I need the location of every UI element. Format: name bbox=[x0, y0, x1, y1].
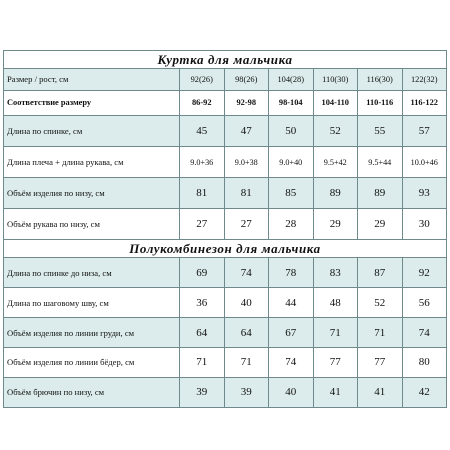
cell-value: 83 bbox=[313, 258, 358, 288]
row-label: Длина плеча + длина рукава, см bbox=[4, 147, 180, 178]
cell-value: 71 bbox=[224, 348, 269, 378]
cell-value: 77 bbox=[358, 348, 403, 378]
row-label: Длина по спинке до низа, см bbox=[4, 258, 180, 288]
cell-value: 85 bbox=[269, 178, 314, 209]
cell-value: 52 bbox=[313, 116, 358, 147]
match-value: 86-92 bbox=[180, 90, 225, 116]
cell-value: 27 bbox=[180, 209, 225, 240]
cell-value: 71 bbox=[313, 318, 358, 348]
cell-value: 77 bbox=[313, 348, 358, 378]
cell-value: 41 bbox=[313, 377, 358, 407]
cell-value: 9.5+44 bbox=[358, 147, 403, 178]
cell-value: 71 bbox=[180, 348, 225, 378]
size-header: 122(32) bbox=[402, 69, 447, 90]
match-value: 116-122 bbox=[402, 90, 447, 116]
size-header: 110(30) bbox=[313, 69, 358, 90]
cell-value: 9.0+38 bbox=[224, 147, 269, 178]
header-label: Размер / рост, см bbox=[4, 69, 180, 90]
cell-value: 52 bbox=[358, 288, 403, 318]
cell-value: 50 bbox=[269, 116, 314, 147]
cell-value: 40 bbox=[269, 377, 314, 407]
row-label: Объём изделия по линии бёдер, см bbox=[4, 348, 180, 378]
cell-value: 9.0+40 bbox=[269, 147, 314, 178]
match-label: Соответствие размеру bbox=[4, 90, 180, 116]
table-row bbox=[4, 318, 447, 348]
cell-value: 69 bbox=[180, 258, 225, 288]
cell-value: 39 bbox=[180, 377, 225, 407]
row-label: Объём рукава по низу, см bbox=[4, 209, 180, 240]
size-header: 104(28) bbox=[269, 69, 314, 90]
size-header: 92(26) bbox=[180, 69, 225, 90]
match-value: 92-98 bbox=[224, 90, 269, 116]
match-value: 104-110 bbox=[313, 90, 358, 116]
row-label: Объём брючин по низу, см bbox=[4, 377, 180, 407]
cell-value: 74 bbox=[269, 348, 314, 378]
table-row bbox=[4, 116, 447, 147]
cell-value: 47 bbox=[224, 116, 269, 147]
table-row bbox=[4, 348, 447, 378]
jacket-match-row bbox=[4, 90, 447, 116]
row-label: Объём изделия по линии груди, см bbox=[4, 318, 180, 348]
cell-value: 81 bbox=[180, 178, 225, 209]
cell-value: 42 bbox=[402, 377, 447, 407]
table-row bbox=[4, 288, 447, 318]
cell-value: 27 bbox=[224, 209, 269, 240]
jacket-title: Куртка для мальчика bbox=[4, 51, 447, 69]
cell-value: 10.0+46 bbox=[402, 147, 447, 178]
cell-value: 44 bbox=[269, 288, 314, 318]
table-row bbox=[4, 258, 447, 288]
cell-value: 55 bbox=[358, 116, 403, 147]
size-header: 98(26) bbox=[224, 69, 269, 90]
cell-value: 81 bbox=[224, 178, 269, 209]
cell-value: 9.5+42 bbox=[313, 147, 358, 178]
cell-value: 29 bbox=[358, 209, 403, 240]
size-table bbox=[3, 50, 447, 408]
cell-value: 29 bbox=[313, 209, 358, 240]
cell-value: 30 bbox=[402, 209, 447, 240]
cell-value: 39 bbox=[224, 377, 269, 407]
cell-value: 64 bbox=[224, 318, 269, 348]
cell-value: 74 bbox=[402, 318, 447, 348]
cell-value: 9.0+36 bbox=[180, 147, 225, 178]
cell-value: 80 bbox=[402, 348, 447, 378]
cell-value: 87 bbox=[358, 258, 403, 288]
cell-value: 28 bbox=[269, 209, 314, 240]
cell-value: 71 bbox=[358, 318, 403, 348]
jacket-header-row bbox=[4, 69, 447, 90]
cell-value: 41 bbox=[358, 377, 403, 407]
cell-value: 56 bbox=[402, 288, 447, 318]
table-row bbox=[4, 178, 447, 209]
cell-value: 36 bbox=[180, 288, 225, 318]
size-header: 116(30) bbox=[358, 69, 403, 90]
cell-value: 40 bbox=[224, 288, 269, 318]
cell-value: 64 bbox=[180, 318, 225, 348]
row-label: Длина по спинке, см bbox=[4, 116, 180, 147]
cell-value: 93 bbox=[402, 178, 447, 209]
cell-value: 78 bbox=[269, 258, 314, 288]
table-row bbox=[4, 377, 447, 407]
overall-title: Полукомбинезон для мальчика bbox=[4, 240, 447, 258]
cell-value: 67 bbox=[269, 318, 314, 348]
cell-value: 57 bbox=[402, 116, 447, 147]
cell-value: 89 bbox=[358, 178, 403, 209]
cell-value: 48 bbox=[313, 288, 358, 318]
match-value: 110-116 bbox=[358, 90, 403, 116]
size-chart-sheet bbox=[3, 50, 447, 408]
table-row bbox=[4, 147, 447, 178]
table-row bbox=[4, 209, 447, 240]
row-label: Объём изделия по низу, см bbox=[4, 178, 180, 209]
match-value: 98-104 bbox=[269, 90, 314, 116]
cell-value: 89 bbox=[313, 178, 358, 209]
cell-value: 45 bbox=[180, 116, 225, 147]
cell-value: 74 bbox=[224, 258, 269, 288]
cell-value: 92 bbox=[402, 258, 447, 288]
row-label: Длина по шаговому шву, см bbox=[4, 288, 180, 318]
